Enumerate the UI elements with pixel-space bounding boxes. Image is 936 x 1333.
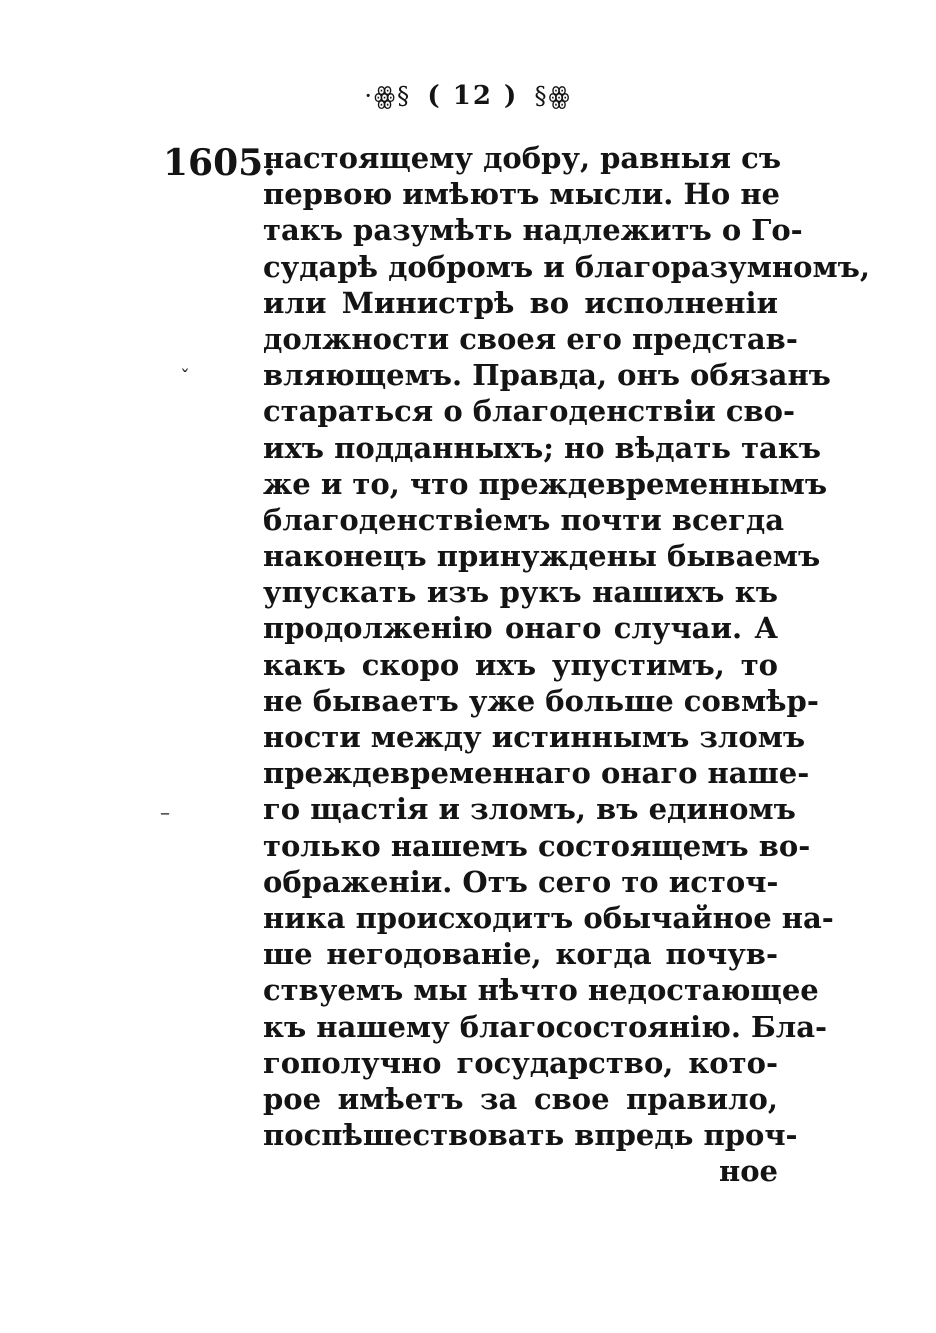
text-line: ника происходитъ обычайное на- <box>263 900 834 935</box>
text-line: только нашемъ состоящемъ во- <box>263 828 811 863</box>
text-line: ное <box>718 1154 778 1189</box>
text-line: вляющемъ. Правда, онъ обязанъ <box>263 358 831 393</box>
text-line: первою имѣютъ мысли. Но не <box>263 177 781 212</box>
text-line: такъ разумѣть надлежитъ о Го- <box>263 213 803 248</box>
text-line: гополучно государство, кото- <box>263 1045 778 1080</box>
left-ornament: ·ꙮ§ <box>364 82 412 110</box>
text-line: настоящему добру, равныя съ <box>263 141 782 175</box>
text-line: го щастія и зломъ, въ единомъ <box>263 792 796 827</box>
text-line: рое имѣетъ за свое правило, <box>263 1081 778 1116</box>
text-line: поспѣшествовать впредь проч- <box>263 1118 798 1153</box>
stray-mark: – <box>160 800 170 824</box>
text-line: ше негодованіе, когда почув- <box>263 937 778 972</box>
text-line: какъ скоро ихъ упустимъ, то <box>263 647 778 682</box>
page-header <box>0 80 936 111</box>
text-line: ихъ подданныхъ; но вѣдать такъ <box>263 430 822 465</box>
text-line: же и то, что преждевременнымъ <box>263 466 828 501</box>
text-line: ображеніи. Отъ сего то источ- <box>263 864 779 899</box>
page-number: ( 12 ) <box>427 81 519 111</box>
text-line: упускать изъ рукъ нашихъ къ <box>263 575 778 610</box>
text-line: продолженію онаго случаи. А <box>263 611 778 646</box>
text-line: наконецъ принуждены бываемъ <box>263 539 821 574</box>
text-line: ствуемъ мы нѣчто недостающее <box>263 973 819 1008</box>
right-ornament: §ꙮ <box>534 82 572 110</box>
margin-year: 1605. <box>163 142 276 184</box>
text-line: или Министрѣ во исполненіи <box>263 285 778 320</box>
text-line: преждевременнаго онаго наше- <box>263 756 810 791</box>
body-text <box>263 140 871 1189</box>
text-line: не бываетъ уже больше совмѣр- <box>263 683 819 718</box>
text-line: благоденствіемъ почти всегда <box>263 502 784 537</box>
text-line: сударѣ добромъ и благоразумномъ, <box>263 249 871 284</box>
text-line: къ нашему благосостоянію. Бла- <box>263 1009 828 1044</box>
text-line: стараться о благоденствіи сво- <box>263 394 796 429</box>
stray-mark: ˇ <box>180 365 190 389</box>
text-line: должности своея его представ- <box>263 321 798 356</box>
text-line: ности между истиннымъ зломъ <box>263 720 806 754</box>
